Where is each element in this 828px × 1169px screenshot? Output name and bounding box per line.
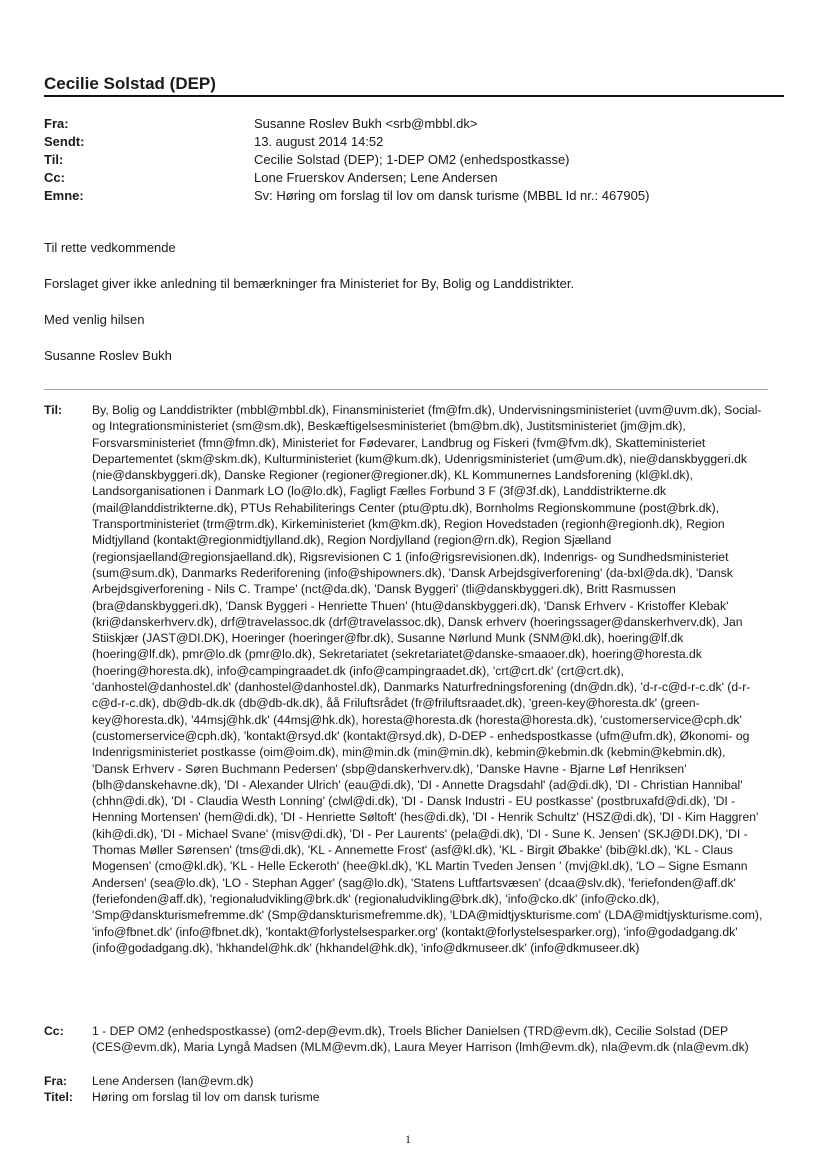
forwarded-from-value: Lene Andersen (lan@evm.dk): [92, 1074, 254, 1088]
header-sent-value: 13. august 2014 14:52: [254, 134, 384, 149]
header-subject: [44, 188, 784, 206]
header-from-label: Fra:: [44, 116, 69, 131]
message-body: Forslaget giver ikke anledning til bemærkninger fra Ministeriet for By, Bolig og Landdistrikter.: [44, 276, 575, 291]
header-from: [44, 116, 784, 134]
header-subject-label: Emne:: [44, 188, 84, 203]
header-subject-value: Sv: Høring om forslag til lov om dansk turisme (MBBL Id nr.: 467905): [254, 188, 650, 203]
forwarded-title-label: Titel:: [44, 1090, 73, 1104]
forwarded-from-label: Fra:: [44, 1074, 68, 1088]
header-cc-value: Lone Fruerskov Andersen; Lene Andersen: [254, 170, 498, 185]
header-to-value: Cecilie Solstad (DEP); 1-DEP OM2 (enhedspostkasse): [254, 152, 570, 167]
header-cc-label: Cc:: [44, 170, 65, 185]
forwarded-to-label: Til:: [44, 403, 63, 417]
document-title: Cecilie Solstad (DEP): [44, 74, 216, 93]
header-to: [44, 152, 784, 170]
closing: Med venlig hilsen: [44, 312, 145, 327]
page-number: 1: [405, 1132, 411, 1146]
header-sent-label: Sendt:: [44, 134, 85, 149]
signature: Susanne Roslev Bukh: [44, 348, 172, 363]
header-sent: [44, 134, 784, 152]
forwarded-cc-recipients: 1 - DEP OM2 (enhedspostkasse) (om2-dep@evm.dk), Troels Blicher Danielsen (TRD@evm.dk), Cecilie Solstad (DEP (CES@evm.dk), Maria Lyngå Madsen (MLM@evm.dk), Laura Meyer Harrison (lmh@evm.dk), nla@evm.dk (nla@evm.dk): [92, 1024, 749, 1055]
header-to-label: Til:: [44, 152, 64, 167]
header-cc: [44, 170, 784, 188]
separator-line: [44, 389, 768, 390]
greeting: Til rette vedkommende: [44, 240, 176, 255]
forwarded-title-value: Høring om forslag til lov om dansk turisme: [92, 1090, 320, 1104]
header-from-value: Susanne Roslev Bukh <srb@mbbl.dk>: [254, 116, 478, 131]
title-underline: [44, 95, 784, 97]
forwarded-to-recipients: By, Bolig og Landdistrikter (mbbl@mbbl.dk), Finansministeriet (fm@fm.dk), Undervisningsministeriet (uvm@uvm.dk), Social- og Integrationsministeriet (sm@sm.dk), Beskæftigelsesministeriet (bm@bm.dk), Justitsministeriet (jm@jm.dk), Forsvarsministeriet (fmn@fmn.dk), Ministeriet for Fødevarer, Landbrug og Fiskeri (fvm@fvm.dk), Skatteministeriet Departementet (skm@skm.dk), Kulturministeriet (kum@kum.dk), Udenrigsministeriet (um@um.dk), nie@danskbyggeri.dk (nie@danskbyggeri.dk), Danske Regioner (regioner@regioner.dk), KL Kommunernes Landsforening (kl@kl.dk), Landsorganisationen i Danmark LO (lo@lo.dk), Fagligt Fælles Forbund 3 F (3f@3f.dk), Landdistrikterne.dk (mail@landdistrikterne.dk), PTUs Rehabiliterings Center (ptu@ptu.dk), Bornholms Regionskommune (post@brk.dk), Transportministeriet (trm@trm.dk), Kirkeministeriet (km@km.dk), Region Hovedstaden (regionh@regionh.dk), Region Midtjylland (kontakt@regionmidtjylland.dk), Region Nordjylland (region@rn.dk), Region Sjælland (regionsjaelland@regionsjaelland.dk), Rigsrevisionen C 1 (info@rigsrevisionen.dk), Indenrigs- og Sundhedsministeriet (sum@sum.dk), Danmarks Rederiforening (info@shipowners.dk), 'Dansk Arbejdsgiverforening' (da-bxl@da.dk), 'Dansk Arbejdsgiverforening - Nils C. Trampe' (nct@da.dk), 'Dansk Byggeri' (tli@danskbyggeri.dk), Britt Rasmussen (bra@danskbyggeri.dk), 'Dansk Byggeri - Henriette Thuen' (htu@danskbyggeri.dk), 'Dansk Erhverv - Kristoffer Klebak' (kri@danskerhverv.dk), drf@travelassoc.dk (drf@travelassoc.dk), Dansk erhverv (hoeringssager@danskerhverv.dk), Jan Stiiskjær (JAST@DI.DK), Hoeringer (hoeringer@fbr.dk), Susanne Nørlund Munk (SNM@kl.dk), hoering@lf.dk (hoering@lf.dk), pmr@lo.dk (pmr@lo.dk), Sekretariatet (sekretariatet@danske-smaaoer.dk), hoering@horesta.dk (hoering@horesta.dk), info@campingraadet.dk (info@campingraadet.dk), 'crt@crt.dk' (crt@crt.dk), 'danhostel@danhostel.dk' (danhostel@danhostel.dk), Danmarks Naturfredningsforening (dn@dn.dk), 'd-r-c@d-r-c.dk' (d-r-c@d-r-c.dk), db@db-dk.dk (db@db-dk.dk), åå Friluftsrådet (fr@friluftsraadet.dk), 'green-key@horesta.dk' (green-key@horesta.dk), '44msj@hk.dk' (44msj@hk.dk), horesta@horesta.dk (horesta@horesta.dk), 'customerservice@cph.dk' (customerservice@cph.dk), 'kontakt@rsyd.dk' (kontakt@rsyd.dk), D-DEP - enhedspostkasse (ufm@ufm.dk), Økonomi- og Indenrigsministeriet postkasse (oim@oim.dk), min@min.dk (min@min.dk), kebmin@kebmin.dk (kebmin@kebmin.dk), 'Dansk Erhverv - Søren Buchmann Pedersen' (sbp@danskerhverv.dk), 'Danske Havne - Bjarne Løf Henriksen' (blh@danskehavne.dk), 'DI - Alexander Ulrich' (eau@di.dk), 'DI - Annette Dragsdahl' (ad@di.dk), 'DI - Christian Hannibal' (chhn@di.dk), 'DI - Claudia Westh Lonning' (clwl@di.dk), 'DI - Dansk Industri - EU postkasse' (postbruxafd@di.dk), 'DI - Henning Mortensen' (hem@di.dk), 'DI - Henriette Søltoft' (hes@di.dk), 'DI - Henrik Schultz' (HSZ@di.dk), 'DI - Kim Haggren' (kih@di.dk), 'DI - Michael Svane' (misv@di.dk), 'DI - Per Laurents' (pela@di.dk), 'DI - Sune K. Jensen' (SKJ@DI.DK), 'DI - Thomas Møller Sørensen' (tms@di.dk), 'KL - Annemette Frost' (asf@kl.dk), 'KL - Birgit Øbakke' (bib@kl.dk), 'KL - Claus Mogensen' (cmo@kl.dk), 'KL - Helle Eckeroth' (hee@kl.dk), 'KL Martin Tveden Jensen ' (mvj@kl.dk), 'LO – Signe Esmann Andersen' (sea@lo.dk), 'LO - Stephan Agger' (sag@lo.dk), 'Statens Luftfartsvæsen' (dcaa@slv.dk), 'feriefonden@aff.dk' (feriefonden@aff.dk), 'regionaludvikling@brk.dk' (regionaludvikling@brk.dk), 'info@cko.dk' (info@cko.dk), 'Smp@danskturismefremme.dk' (Smp@danskturismefremme.dk), 'LDA@midtjyskturisme.com' (LDA@midtjyskturisme.com), 'info@fbnet.dk' (info@fbnet.dk), 'kontakt@forlystelsesparker.org' (kontakt@forlystelsesparker.org), 'info@godadgang.dk' (info@godadgang.dk), 'hkhandel@hk.dk' (hkhandel@hk.dk), 'info@dkmuseer.dk' (info@dkmuseer.dk): [92, 403, 763, 955]
forwarded-cc-label: Cc:: [44, 1024, 64, 1038]
